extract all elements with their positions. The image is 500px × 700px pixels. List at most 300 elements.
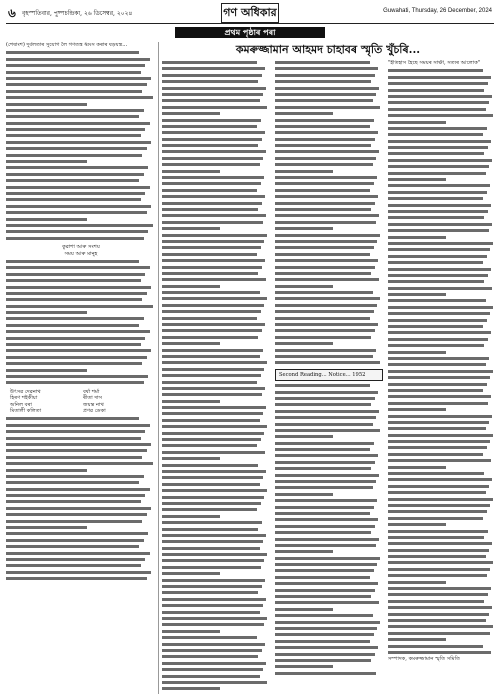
text-line: [162, 98, 270, 104]
text-line-bar: [388, 383, 487, 386]
text-line: [275, 466, 383, 472]
text-line: [275, 645, 383, 651]
text-line-bar: [275, 87, 379, 90]
text-line-bar: [162, 483, 260, 486]
text-line: [162, 149, 270, 155]
text-line: [388, 509, 494, 515]
text-line-bar: [388, 498, 493, 501]
section-banner: প্ৰথম পৃষ্ঠাৰ পৰা: [175, 27, 325, 38]
text-line: [6, 95, 156, 101]
text-line: [275, 66, 383, 72]
text-line-bar: [162, 675, 260, 678]
text-line: [275, 98, 383, 104]
text-line-bar: [388, 555, 486, 558]
text-line-bar: [162, 272, 258, 275]
text-line-bar: [388, 210, 488, 213]
text-line-bar: [275, 119, 374, 122]
text-line-bar: [275, 329, 375, 332]
text-line-bar: [162, 687, 220, 690]
text-line-bar: [162, 393, 262, 396]
text-line: [388, 477, 494, 483]
text-line-bar: [6, 90, 142, 93]
text-line-bar: [6, 437, 141, 440]
text-line-bar: [162, 553, 267, 556]
text-line-bar: [388, 517, 483, 520]
text-line: [388, 362, 494, 368]
text-line: [388, 298, 494, 304]
text-line-bar: [275, 93, 376, 96]
text-line: [6, 178, 156, 184]
text-line-bar: [162, 214, 266, 217]
text-line-bar: [162, 74, 262, 77]
text-line-bar: [388, 402, 488, 405]
text-line-bar: [275, 621, 380, 624]
text-line: [275, 568, 383, 574]
text-line-bar: [388, 446, 487, 449]
text-line: [162, 558, 270, 564]
text-line-bar: [275, 672, 376, 675]
text-line-bar: [275, 80, 371, 83]
text-line-bar: [388, 389, 483, 392]
text-line-bar: [6, 96, 153, 99]
text-line: [388, 605, 494, 611]
sub1-text: [162, 60, 270, 694]
text-line-bar: [6, 109, 144, 112]
text-line: [388, 113, 494, 119]
text-line-bar: [388, 287, 492, 290]
text-line: [388, 490, 494, 496]
text-line-bar: [275, 278, 379, 281]
text-line: [388, 215, 494, 221]
text-line: [388, 228, 494, 234]
text-line: [162, 258, 270, 264]
text-line-bar: [275, 150, 379, 153]
text-line: [6, 278, 156, 284]
text-line-bar: [275, 410, 379, 413]
text-line-bar: [162, 297, 267, 300]
text-line-bar: [388, 408, 446, 411]
text-line-bar: [275, 576, 370, 579]
text-line-bar: [275, 544, 376, 547]
text-line: [162, 520, 270, 526]
text-line-bar: [162, 649, 262, 652]
text-line-bar: [162, 604, 263, 607]
right-section: [162, 42, 494, 694]
text-line-bar: [6, 286, 151, 289]
text-line-bar: [6, 273, 145, 276]
text-line-bar: [388, 344, 484, 347]
text-line-bar: [162, 87, 266, 90]
text-line-bar: [6, 356, 147, 359]
text-line: [275, 537, 383, 543]
text-line: [275, 213, 383, 219]
text-line-bar: [6, 205, 151, 208]
text-line-bar: [275, 614, 373, 617]
left-column: [6, 42, 156, 694]
text-line: [6, 50, 156, 56]
text-line-bar: [6, 179, 139, 182]
text-line: [388, 394, 494, 400]
text-line-bar: [6, 456, 142, 459]
text-line-bar: [388, 415, 492, 418]
text-line-bar: [6, 141, 151, 144]
text-line-bar: [388, 619, 486, 622]
text-line: [275, 652, 383, 658]
text-line-bar: [275, 525, 375, 528]
text-line: [162, 527, 270, 533]
text-line: [162, 296, 270, 302]
text-line: [388, 541, 494, 547]
text-line-bar: [388, 459, 491, 462]
text-line: [388, 458, 494, 464]
text-line-bar: [6, 430, 145, 433]
text-line: [6, 285, 156, 291]
text-line-bar: [388, 561, 493, 564]
text-line-bar: [162, 387, 265, 390]
text-line-bar: [275, 391, 378, 394]
credit-item: উৎসৱ দেৱনাথ: [10, 388, 41, 395]
text-line-bar: [275, 506, 374, 509]
text-line-bar: [162, 182, 261, 185]
date-english: Guwahati, Thursday, 26 December, 2024: [383, 8, 492, 14]
text-line-bar: [162, 323, 265, 326]
article-columns: [6, 42, 494, 694]
text-line: [162, 392, 270, 398]
text-line-bar: [388, 395, 491, 398]
text-line-bar: [388, 108, 486, 111]
text-line: [162, 181, 270, 187]
text-line-bar: [275, 474, 379, 477]
text-line-bar: [388, 523, 446, 526]
text-line-bar: [388, 146, 488, 149]
text-line-bar: [6, 362, 142, 365]
text-line: [162, 622, 270, 628]
text-line: [275, 530, 383, 536]
column-divider: [158, 42, 159, 694]
text-line-bar: [162, 349, 263, 352]
text-line-bar: [162, 253, 257, 256]
text-line-bar: [275, 349, 376, 352]
text-line-bar: [275, 512, 370, 515]
text-line-bar: [388, 466, 446, 469]
credit-item: জয়ন্ত নাথ: [83, 401, 104, 408]
text-line: [162, 233, 270, 239]
text-line-bar: [162, 99, 260, 102]
text-line-bar: [275, 342, 333, 345]
text-line: [388, 164, 494, 170]
text-line: [275, 245, 383, 251]
text-line: [275, 671, 383, 677]
text-line-bar: [6, 266, 150, 269]
credit-item: অনিল বৰা: [10, 401, 32, 408]
text-line-bar: [275, 285, 333, 288]
text-line-bar: [6, 520, 142, 523]
text-line-bar: [275, 157, 376, 160]
text-line-bar: [162, 566, 261, 569]
text-line-bar: [6, 488, 150, 491]
text-line-bar: [388, 632, 490, 635]
text-line-bar: [275, 355, 373, 358]
text-line-bar: [162, 106, 267, 109]
text-line-bar: [6, 211, 147, 214]
text-line-bar: [162, 572, 220, 575]
text-line-bar: [162, 489, 267, 492]
text-line-bar: [162, 67, 265, 70]
text-line: [6, 436, 156, 442]
text-line: [6, 448, 156, 454]
left-text-block-1: [6, 50, 156, 242]
text-line-bar: [275, 403, 371, 406]
text-line: [275, 86, 383, 92]
credit-item: বৰ্ষা শৰ্মা: [83, 388, 100, 395]
text-line: [275, 453, 383, 459]
text-line-bar: [388, 542, 492, 545]
text-line-bar: [275, 538, 379, 541]
text-line-bar: [275, 653, 375, 656]
text-line: [6, 133, 156, 139]
text-line-bar: [275, 569, 374, 572]
text-line-bar: [162, 547, 260, 550]
text-line-bar: [6, 173, 144, 176]
text-line: [275, 360, 383, 366]
text-line-bar: [162, 234, 267, 237]
text-line-bar: [162, 412, 263, 415]
text-line: [275, 517, 383, 523]
text-line-bar: [388, 95, 492, 98]
text-line-bar: [275, 240, 377, 243]
text-line-bar: [275, 665, 333, 668]
text-line: [275, 390, 383, 396]
text-line-bar: [388, 299, 486, 302]
text-line-bar: [6, 343, 141, 346]
text-line-bar: [162, 643, 265, 646]
text-line-bar: [275, 336, 371, 339]
text-line-bar: [6, 469, 87, 472]
text-line-bar: [275, 259, 378, 262]
text-line-bar: [388, 625, 493, 628]
text-line-bar: [275, 627, 377, 630]
text-line-bar: [162, 432, 264, 435]
text-line-bar: [162, 559, 264, 562]
text-line-bar: [6, 337, 145, 340]
text-line: [275, 162, 383, 168]
text-line: [162, 635, 270, 641]
text-line-bar: [162, 336, 258, 339]
text-line-bar: [6, 330, 150, 333]
text-line: [162, 66, 270, 72]
text-line-bar: [6, 317, 144, 320]
text-line-bar: [6, 230, 148, 233]
text-line: [275, 296, 383, 302]
text-line-bar: [388, 306, 493, 309]
text-line-bar: [388, 274, 488, 277]
sub3-text: [388, 68, 494, 656]
text-line-bar: [388, 127, 487, 130]
text-line-bar: [6, 462, 153, 465]
text-line: [6, 512, 156, 518]
text-line-bar: [6, 443, 151, 446]
credit-item: প্ৰণৱ ডেকা: [83, 407, 106, 414]
text-line: [162, 213, 270, 219]
boxed-note: Second Reading... Notice... 1952: [275, 369, 383, 381]
text-line-bar: [388, 536, 484, 539]
article-subcolumns: [162, 60, 494, 694]
text-line-bar: [162, 598, 266, 601]
text-line-bar: [275, 170, 333, 173]
text-line: [162, 194, 270, 200]
poem-line-2: সময় আৰু মানুহ: [64, 250, 98, 257]
text-line-bar: [162, 668, 263, 671]
text-line: [6, 361, 156, 367]
text-line: [162, 162, 270, 168]
text-line-bar: [6, 260, 139, 263]
text-line-bar: [6, 122, 150, 125]
text-line: [162, 79, 270, 85]
text-line-bar: [388, 197, 483, 200]
text-line-bar: [6, 558, 145, 561]
text-line: [162, 475, 270, 481]
text-line-bar: [6, 481, 139, 484]
text-line: [275, 422, 383, 428]
poem-line-1: কুৱাশা আৰু সংশয়: [62, 244, 100, 251]
text-line-bar: [6, 224, 153, 227]
text-line-bar: [275, 297, 380, 300]
text-line-bar: [388, 331, 491, 334]
text-line-bar: [275, 61, 370, 64]
text-line: [6, 461, 156, 467]
text-line: [162, 539, 270, 545]
text-line-bar: [6, 103, 87, 106]
text-line-bar: [275, 182, 374, 185]
text-line-bar: [388, 216, 484, 219]
text-line-bar: [162, 342, 220, 345]
text-line: [388, 267, 494, 273]
text-line-bar: [162, 508, 257, 511]
text-line-bar: [6, 186, 150, 189]
text-line-bar: [388, 363, 486, 366]
page-header: [6, 3, 494, 24]
text-line-bar: [275, 384, 370, 387]
text-line-bar: [388, 121, 446, 124]
text-line-bar: [162, 681, 267, 684]
text-line: [388, 183, 494, 189]
text-line-bar: [275, 550, 333, 553]
page-number: ৬: [8, 6, 16, 20]
text-line-bar: [388, 89, 484, 92]
text-line-bar: [162, 540, 263, 543]
text-line: [162, 86, 270, 92]
text-line-bar: [162, 304, 264, 307]
text-line: [6, 236, 156, 242]
text-line-bar: [275, 435, 333, 438]
text-line-bar: [162, 496, 264, 499]
text-line-bar: [388, 581, 446, 584]
text-line-bar: [275, 131, 378, 134]
text-line: [275, 265, 383, 271]
text-line: [388, 644, 494, 650]
text-line: [162, 245, 270, 251]
text-line-bar: [162, 521, 262, 524]
text-line-bar: [388, 261, 483, 264]
text-line: [275, 194, 383, 200]
text-line-bar: [162, 636, 257, 639]
text-line-bar: [162, 157, 263, 160]
text-line: [388, 414, 494, 420]
text-line-bar: [388, 229, 489, 232]
text-line-bar: [275, 416, 376, 419]
text-line-bar: [162, 451, 265, 454]
text-line: [388, 247, 494, 253]
text-line-bar: [275, 429, 380, 432]
text-line-bar: [388, 319, 487, 322]
text-line-bar: [6, 51, 139, 54]
text-line-bar: [388, 587, 491, 590]
text-line-bar: [6, 571, 151, 574]
text-line: [6, 348, 156, 354]
text-line-bar: [162, 355, 260, 358]
text-line-bar: [6, 564, 141, 567]
text-line-bar: [275, 461, 375, 464]
text-line-bar: [162, 202, 262, 205]
text-line-bar: [162, 266, 262, 269]
text-line-bar: [275, 67, 378, 70]
text-line: [6, 165, 156, 171]
text-line-bar: [6, 298, 142, 301]
text-line-bar: [162, 329, 262, 332]
text-line-bar: [275, 189, 370, 192]
text-line-bar: [388, 280, 484, 283]
text-line-bar: [162, 623, 264, 626]
text-line-bar: [388, 69, 483, 72]
text-line-bar: [275, 291, 373, 294]
text-line-bar: [6, 545, 139, 548]
article-headline: কমৰুজ্জামান আহমদ চাহাবৰ স্মৃতি খুঁচৰি...: [235, 43, 421, 56]
text-line-bar: [388, 268, 491, 271]
text-line: [388, 375, 494, 381]
text-line: [162, 603, 270, 609]
text-line: [6, 531, 156, 537]
text-line-bar: [6, 71, 141, 74]
text-line: [275, 402, 383, 408]
text-line-bar: [162, 317, 257, 320]
text-line-bar: [388, 172, 486, 175]
text-line-bar: [6, 77, 151, 80]
text-line-bar: [275, 563, 377, 566]
text-line: [162, 380, 270, 386]
text-line-bar: [6, 324, 139, 327]
text-line-bar: [162, 227, 220, 230]
text-line-bar: [275, 589, 375, 592]
text-line-bar: [388, 421, 489, 424]
text-line-bar: [275, 106, 380, 109]
text-line-bar: [388, 600, 484, 603]
text-line-bar: [162, 221, 263, 224]
text-line-bar: [6, 115, 139, 118]
text-line-bar: [275, 608, 333, 611]
text-line: [275, 181, 383, 187]
text-line: [275, 233, 383, 239]
text-line-bar: [275, 317, 370, 320]
text-line-bar: [162, 93, 263, 96]
text-line: [275, 118, 383, 124]
left-lead: (শেষাংশ) দুৰ্বলতাৰ সুযোগ লৈ গণতন্ত্ৰ ধ্বংস কৰাৰ ষড়যন্ত্ৰ...: [6, 42, 128, 48]
text-line: [388, 100, 494, 106]
text-line: [6, 297, 156, 303]
text-line-bar: [6, 500, 141, 503]
text-line: [275, 277, 383, 283]
credit-item: ৰীতা দাস: [83, 395, 103, 402]
text-line-bar: [162, 579, 265, 582]
